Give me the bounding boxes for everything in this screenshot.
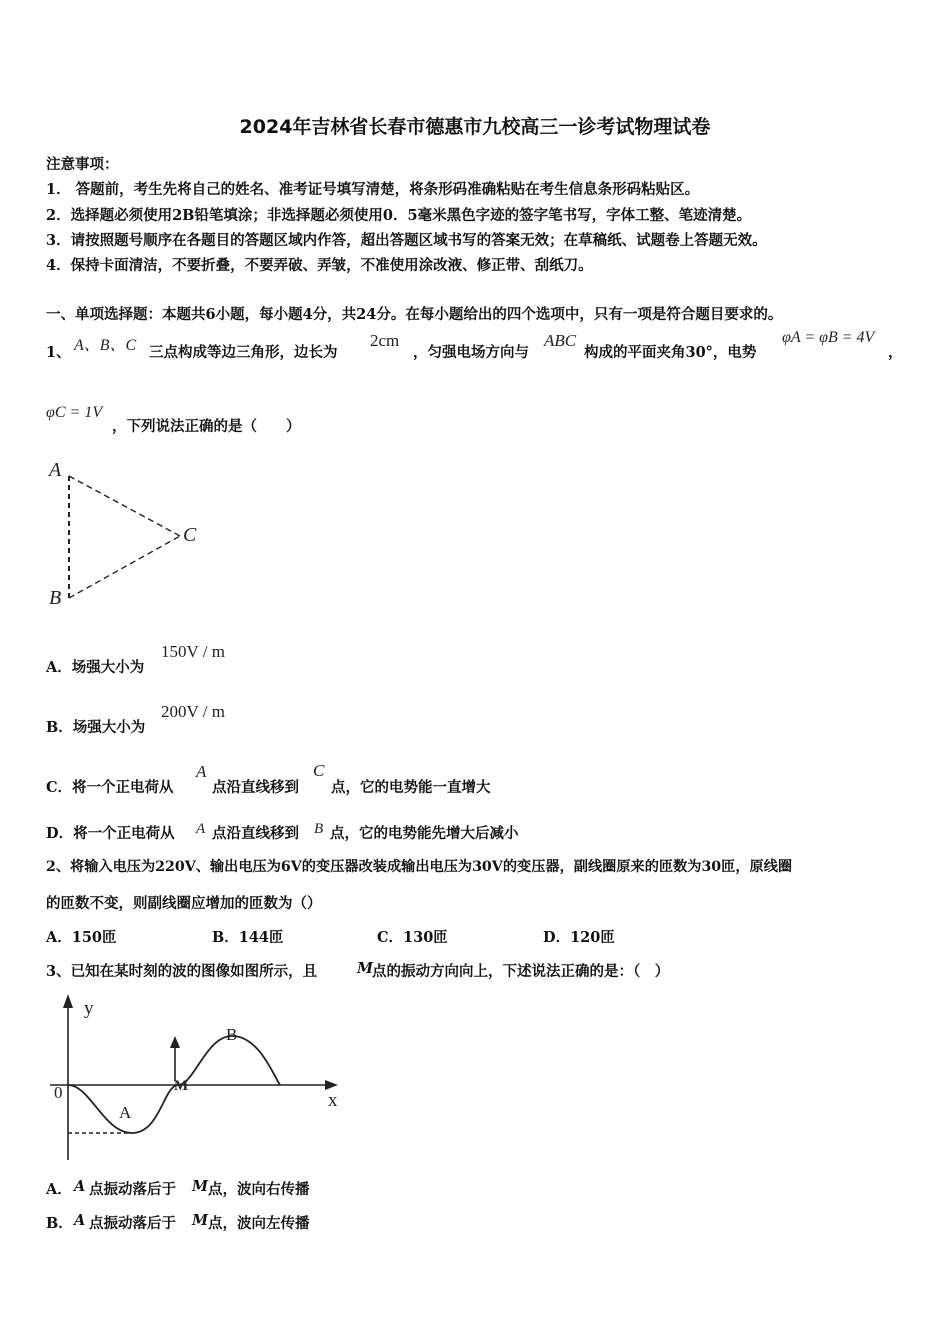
- q1-option-a-label: A．场强大小为: [46, 659, 145, 676]
- notice-item-3: 3．请按照题号顺序在各题目的答题区域内作答，超出答题区域书写的答案无效；在草稿纸、试题卷上答题无效。: [46, 232, 767, 249]
- wave-x-axis-arrow: [325, 1080, 338, 1090]
- q3-wave-figure: [46, 992, 356, 1164]
- q1-potential-ab: φA = φB = 4V: [782, 329, 875, 346]
- q1-option-c-point-c: C: [313, 761, 325, 780]
- q3-option-b-text-2: 点，波向左传播: [208, 1215, 310, 1232]
- q3-option-a-text-1: 点振动落后于: [89, 1181, 176, 1198]
- q1-text-3: 构成的平面夹角30°，电势: [584, 344, 757, 361]
- wave-y-axis-arrow: [63, 994, 73, 1008]
- wave-x-label: x: [328, 1090, 338, 1111]
- wave-point-a-label: A: [119, 1103, 132, 1122]
- q1-option-d-point-a: A: [196, 821, 206, 837]
- wave-y-label: y: [84, 998, 94, 1019]
- q1-option-d-text-1: D．将一个正电荷从: [46, 825, 175, 842]
- vertex-label-a: A: [49, 459, 62, 481]
- q1-option-b-value: 200V / m: [161, 702, 225, 721]
- point-m-velocity-arrowhead: [170, 1036, 180, 1048]
- q3-option-a-point-m: M: [192, 1178, 209, 1195]
- notice-heading: 注意事项：: [46, 156, 119, 173]
- q1-points: A、B、C: [74, 337, 137, 354]
- q3-stem-text-1: 3、已知在某时刻的波的图像如图所示，且: [46, 963, 318, 980]
- q3-option-b-text-1: 点振动落后于: [89, 1215, 176, 1232]
- q1-option-d-point-b: B: [314, 821, 324, 837]
- q3-option-b-point-a: A: [74, 1212, 86, 1229]
- q3-option-a-prefix: A．: [46, 1181, 72, 1198]
- q2-option-d: D．120匝: [543, 929, 615, 946]
- wave-point-b-label: B: [226, 1025, 238, 1044]
- q1-triangle-figure: [40, 452, 220, 612]
- q1-number: 1、: [46, 344, 71, 361]
- q2-option-c: C．130匝: [377, 929, 448, 946]
- q3-option-a-text-2: 点，波向右传播: [208, 1181, 310, 1198]
- q3-stem-text-2: 点的振动方向向上，下述说法正确的是：（ ）: [372, 963, 670, 980]
- q1-option-c-text-3: 点，它的电势能一直增大: [331, 779, 491, 796]
- q1-option-d-text-3: 点，它的电势能先增大后减小: [330, 825, 519, 842]
- notice-item-1: 1． 答题前，考生先将自己的姓名、准考证号填写清楚，将条形码准确粘贴在考生信息条形码粘贴区。: [46, 181, 700, 198]
- q1-text-1: 三点构成等边三角形，边长为: [149, 344, 338, 361]
- q1-potential-c: φC = 1V: [46, 404, 103, 421]
- q1-option-c-text-2: 点沿直线移到: [212, 779, 299, 796]
- q1-option-a-value: 150V / m: [161, 642, 225, 661]
- q2-option-a: A．150匝: [46, 929, 117, 946]
- q1-text-2: ，匀强电场方向与: [413, 344, 529, 361]
- notice-item-4: 4．保持卡面清洁，不要折叠，不要弄破、弄皱，不准使用涂改液、修正带、刮纸刀。: [46, 257, 593, 274]
- q3-stem-point-m: M: [357, 960, 374, 977]
- q1-plane-abc: ABC: [544, 331, 577, 350]
- q1-text-4: ，下列说法正确的是（ ）: [112, 418, 301, 435]
- page-title: 2024年吉林省长春市德惠市九校高三一诊考试物理试卷: [239, 116, 711, 138]
- q2-option-b: B．144匝: [212, 929, 284, 946]
- triangle-side-bc: [69, 536, 180, 598]
- vertex-label-c: C: [183, 524, 197, 546]
- notice-item-2: 2．选择题必须使用2B铅笔填涂；非选择题必须使用0．5毫米黑色字迹的签字笔书写，字体工整、笔迹清楚。: [46, 207, 752, 224]
- q1-comma: ，: [888, 344, 903, 361]
- q1-option-c-text-1: C．将一个正电荷从: [46, 779, 174, 796]
- wave-point-m-label: M: [174, 1078, 189, 1094]
- q3-option-a-point-a: A: [74, 1178, 86, 1195]
- q1-option-d-text-2: 点沿直线移到: [212, 825, 299, 842]
- q1-option-b-label: B．场强大小为: [46, 719, 146, 736]
- q3-option-b-point-m: M: [192, 1212, 209, 1229]
- vertex-label-b: B: [49, 587, 62, 609]
- triangle-side-ac: [69, 476, 180, 536]
- q2-stem-line-1: 2、将输入电压为220V、输出电压为6V的变压器改装成输出电压为30V的变压器，副线圈原来的匝数为30匝，原线圈: [46, 859, 793, 875]
- q1-side-length: 2cm: [370, 331, 400, 350]
- wave-origin-label: 0: [54, 1083, 63, 1102]
- q3-option-b-prefix: B．: [46, 1215, 73, 1232]
- q1-option-c-point-a: A: [196, 762, 207, 781]
- q2-stem-line-2: 的匝数不变，则副线圈应增加的匝数为（）: [46, 895, 322, 912]
- section-heading: 一、单项选择题：本题共6小题，每小题4分，共24分。在每小题给出的四个选项中，只有一项是符合题目要求的。: [46, 306, 783, 323]
